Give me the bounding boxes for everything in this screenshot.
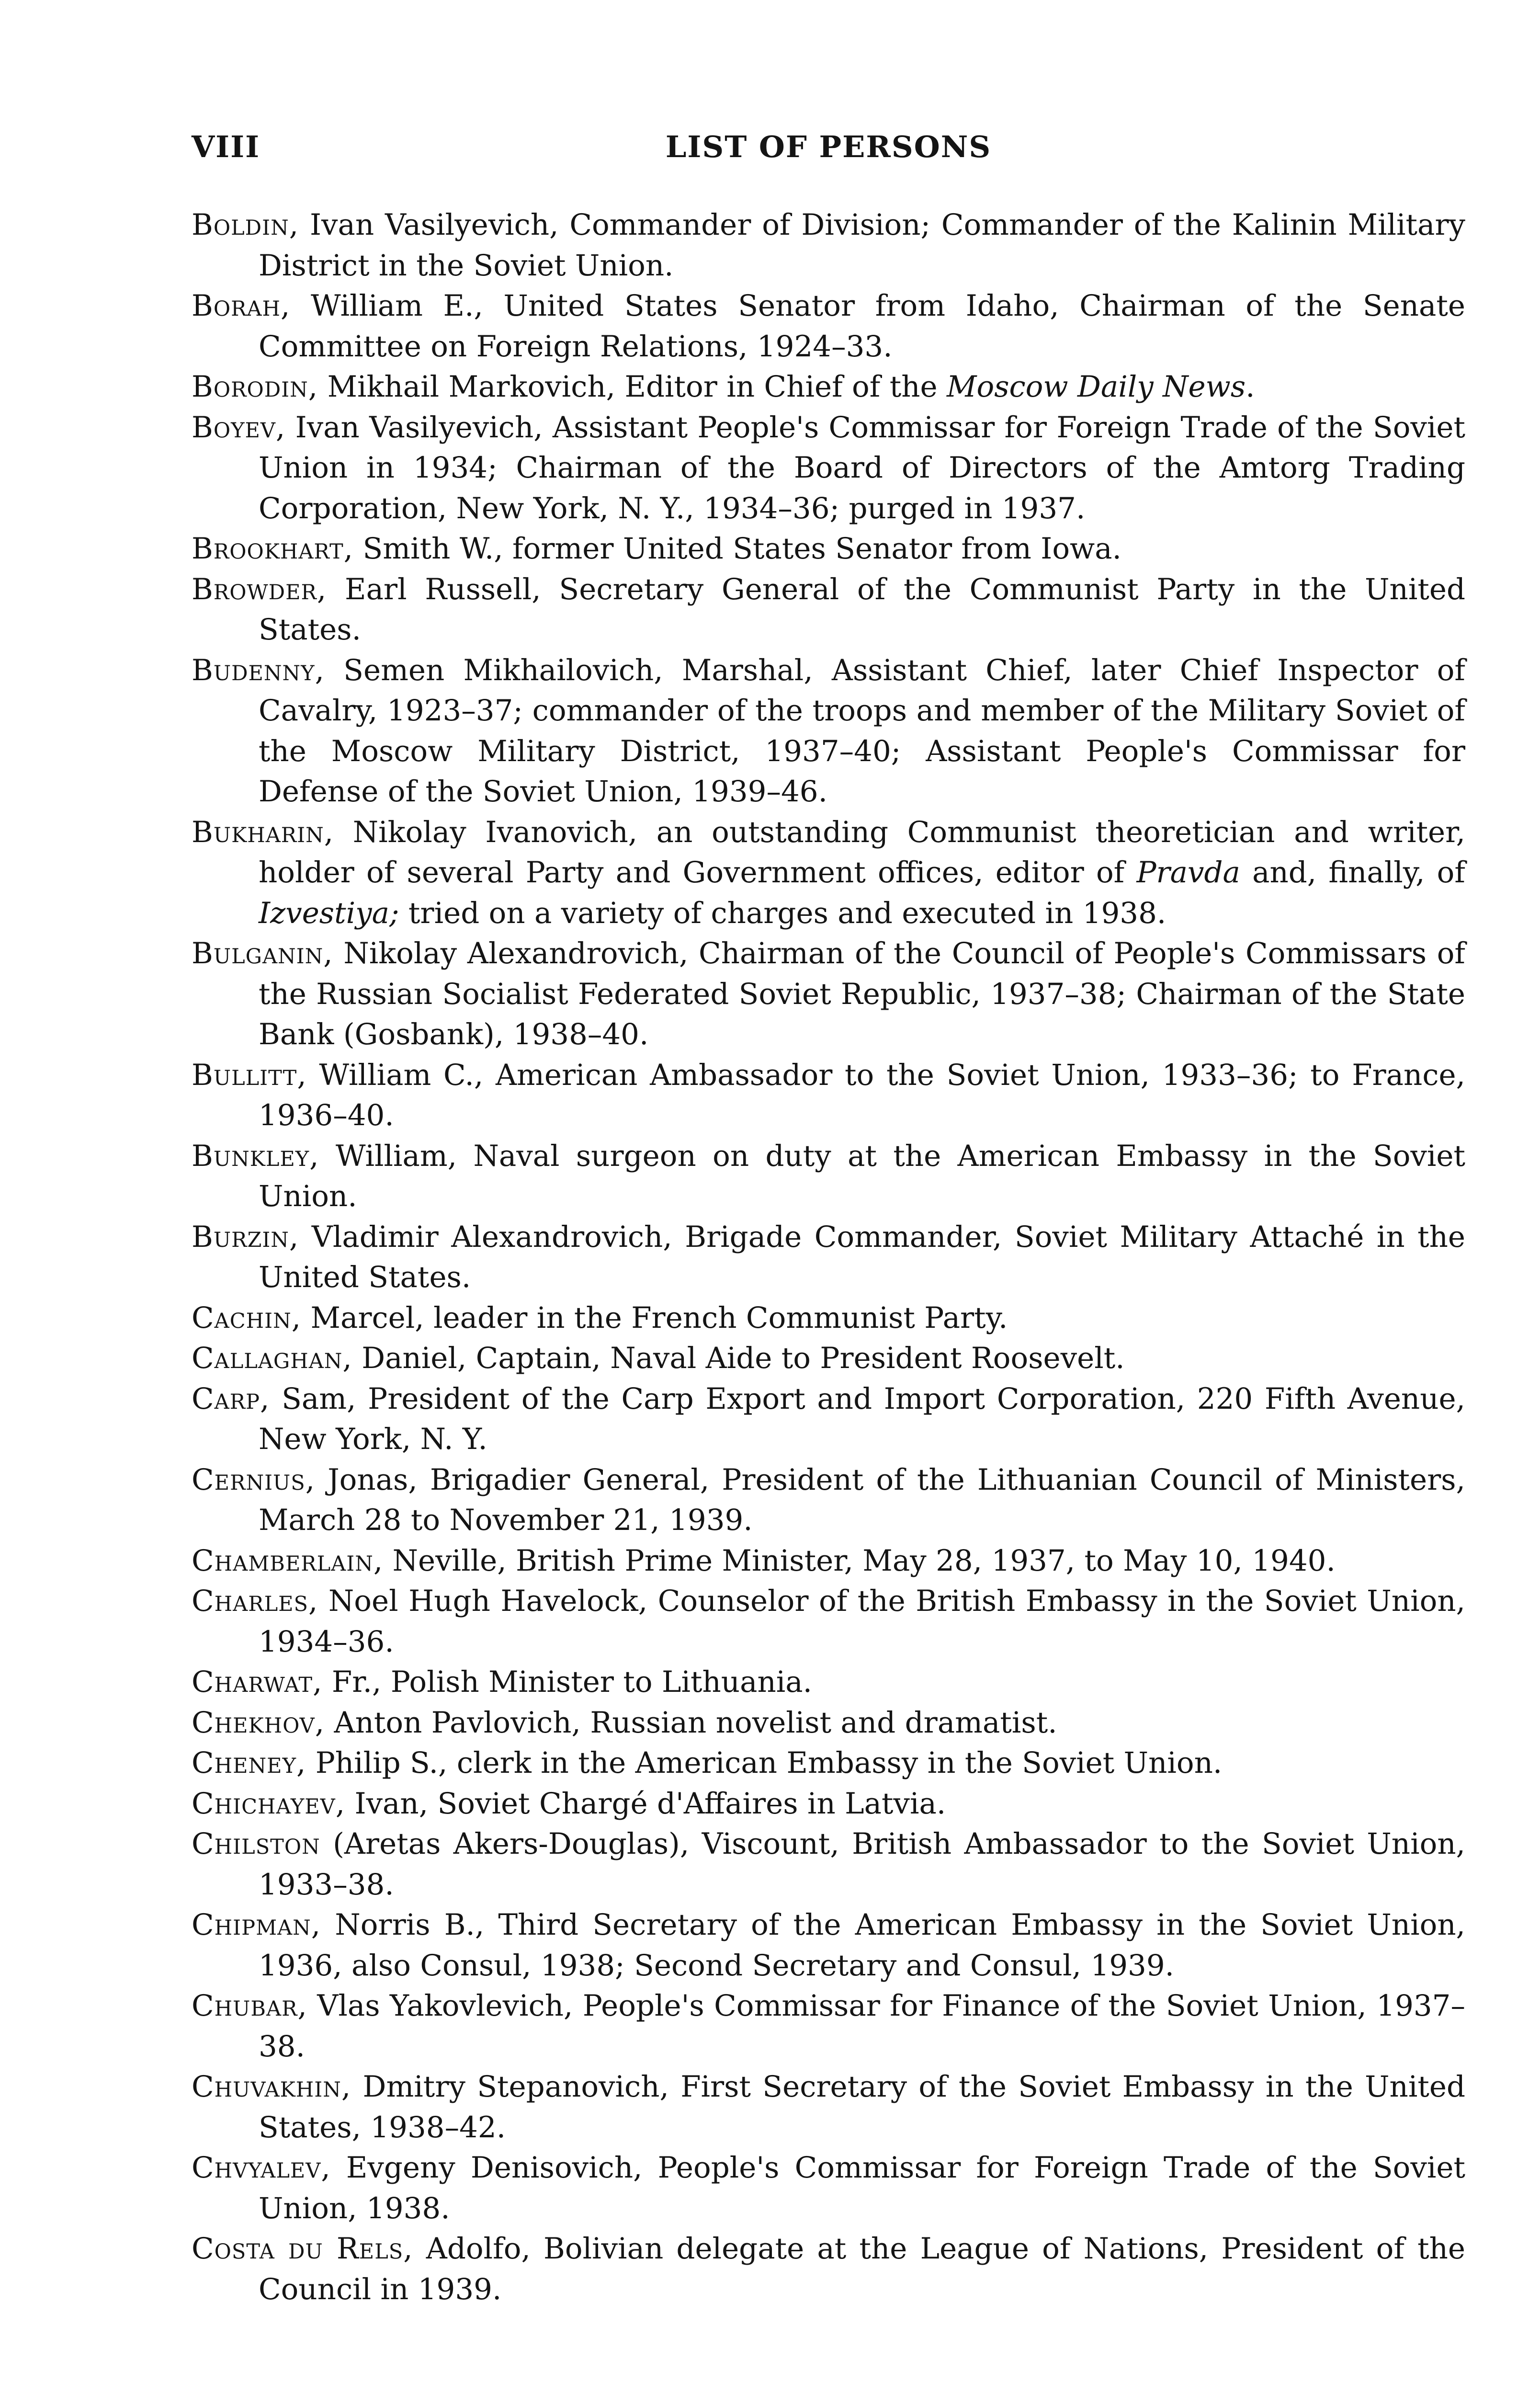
entry-surname: Brookhart, — [192, 532, 354, 566]
list-entry-budenny — [192, 650, 1465, 812]
list-entry-bunkley — [192, 1136, 1465, 1217]
entry-text: (Aretas Akers-Douglas), Viscount, British Ambassador to the Soviet Union, 1933–38. — [259, 1827, 1465, 1902]
entry-surname: Chuvakhin, — [192, 2070, 351, 2104]
entry-surname: Carp, — [192, 1381, 270, 1416]
list-entry-cachin — [192, 1298, 1465, 1339]
list-entry-boyev — [192, 408, 1465, 529]
entry-italic-title: Moscow Daily News — [947, 370, 1246, 404]
page — [192, 129, 1465, 2310]
list-entry-boldin — [192, 205, 1465, 286]
entry-surname: Boldin, — [192, 208, 299, 242]
list-entry-chekhov — [192, 1703, 1465, 1744]
list-entry-brookhart — [192, 529, 1465, 570]
list-entry-borah — [192, 286, 1465, 367]
entry-text: Vlas Yakovlevich, People's Commissar for Finance of the Soviet Union, 1937–38. — [259, 1989, 1465, 2064]
entry-surname: Charles, — [192, 1584, 318, 1618]
entry-surname: Costa du Rels, — [192, 2232, 413, 2266]
list-entry-chipman — [192, 1905, 1465, 1986]
list-entry-costa-du-rels — [192, 2229, 1465, 2310]
entry-text: Noel Hugh Havelock, Counselor of the British Embassy in the Soviet Union, 1934–36. — [259, 1584, 1465, 1659]
list-entry-borodin — [192, 367, 1465, 408]
entry-text: Anton Pavlovich, Russian novelist and dramatist. — [325, 1705, 1057, 1740]
entry-text: Ivan Vasilyevich, Assistant People's Commissar for Foreign Trade of the Soviet Union in 1934; Chairman of the Board of Directors of the Amtorg Trading Corporation, New York, N. Y., 1934–36; purged in 1937. — [259, 410, 1465, 525]
list-entry-chubar — [192, 1986, 1465, 2067]
entry-text: Neville, British Prime Minister, May 28, 1937, to May 10, 1940. — [383, 1543, 1336, 1578]
entry-surname: Bunkley, — [192, 1139, 319, 1173]
entry-surname: Chipman, — [192, 1908, 321, 1942]
entry-surname: Chamberlain, — [192, 1543, 384, 1578]
list-entry-cheney — [192, 1743, 1465, 1784]
entry-text: Vladimir Alexandrovich, Brigade Commander, Soviet Military Attaché in the United States. — [259, 1220, 1465, 1294]
entry-text: Semen Mikhailovich, Marshal, Assistant Chief, later Chief Inspector of Cavalry, 1923–37; commander of the troops and member of the Military Soviet of the Moscow Military District, 1937–40; Assistant People's Commissar for Defense of the Soviet Union, 1939–46. — [259, 653, 1465, 809]
entry-text: Nikolay Alexandrovich, Chairman of the Council of People's Commissars of the Russian Socialist Federated Soviet Republic, 1937–38; Chairman of the State Bank (Gosbank), 1938–40. — [259, 936, 1465, 1051]
list-entry-bullitt — [192, 1055, 1465, 1136]
entry-text: Dmitry Stepanovich, First Secretary of the Soviet Embassy in the United States, 1938–42. — [259, 2070, 1465, 2144]
entry-text-after: . — [1246, 370, 1255, 404]
list-entry-browder — [192, 570, 1465, 650]
entry-text: Marcel, leader in the French Communist Party. — [301, 1300, 1008, 1335]
list-entry-bulganin — [192, 934, 1465, 1055]
entry-text: Daniel, Captain, Naval Aide to President Roosevelt. — [352, 1341, 1125, 1375]
entry-text: Fr., Polish Minister to Lithuania. — [322, 1665, 813, 1699]
entry-surname: Burzin, — [192, 1220, 299, 1254]
running-title: LIST OF PERSONS — [665, 129, 992, 164]
entry-surname: Chichayev, — [192, 1786, 346, 1821]
entry-text: William, Naval surgeon on duty at the American Embassy in the Soviet Union. — [259, 1139, 1465, 1213]
entry-surname: Cheney, — [192, 1746, 306, 1780]
entry-surname: Bulganin, — [192, 936, 333, 970]
list-entry-carp — [192, 1379, 1465, 1460]
entry-text: William C., American Ambassador to the Soviet Union, 1933–36; to France, 1936–40. — [259, 1058, 1465, 1132]
entry-text: Evgeny Denisovich, People's Commissar for Foreign Trade of the Soviet Union, 1938. — [259, 2151, 1465, 2225]
entry-surname: Chvyalev, — [192, 2151, 331, 2185]
page-number: VIII — [192, 129, 260, 164]
persons-list — [192, 205, 1465, 2310]
list-entry-chvyalev — [192, 2148, 1465, 2229]
list-entry-chilston — [192, 1824, 1465, 1905]
entry-surname: Borah, — [192, 289, 291, 323]
entry-text: Norris B., Third Secretary of the American Embassy in the Soviet Union, 1936, also Consul, 1938; Second Secretary and Consul, 1939. — [259, 1908, 1465, 1983]
entry-text: Ivan, Soviet Chargé d'Affaires in Latvia. — [345, 1786, 946, 1821]
entry-surname: Charwat, — [192, 1665, 323, 1699]
entry-surname: Boyev, — [192, 410, 286, 445]
entry-surname: Browder, — [192, 572, 327, 606]
entry-surname: Chilston — [192, 1827, 320, 1861]
entry-surname: Bukharin, — [192, 815, 334, 849]
list-entry-chichayev — [192, 1784, 1465, 1825]
list-entry-callaghan — [192, 1338, 1465, 1379]
entry-surname: Chubar, — [192, 1989, 307, 2023]
entry-text-after-2: tried on a variety of charges and executed in 1938. — [399, 896, 1166, 930]
list-entry-burzin — [192, 1217, 1465, 1298]
entry-surname: Chekhov, — [192, 1705, 325, 1740]
entry-text: Adolfo, Bolivian delegate at the League of Nations, President of the Council in 1939. — [259, 2232, 1466, 2306]
list-entry-chamberlain — [192, 1541, 1465, 1582]
list-entry-charles — [192, 1581, 1465, 1662]
list-entry-chuvakhin — [192, 2067, 1465, 2148]
entry-text: Jonas, Brigadier General, President of the Lithuanian Council of Ministers, March 28 to November 21, 1939. — [259, 1462, 1465, 1537]
list-entry-cernius — [192, 1460, 1465, 1541]
entry-italic-title-2: Izvestiya; — [259, 896, 399, 930]
entry-text: Philip S., clerk in the American Embassy in the Soviet Union. — [306, 1746, 1223, 1780]
entry-surname: Cachin, — [192, 1300, 302, 1335]
list-entry-charwat — [192, 1662, 1465, 1703]
entry-text: Smith W., former United States Senator from Iowa. — [353, 532, 1122, 566]
entry-text: Sam, President of the Carp Export and Import Corporation, 220 Fifth Avenue, New York, N. Y. — [259, 1381, 1465, 1456]
entry-surname: Cernius, — [192, 1462, 316, 1497]
entry-surname: Bullitt, — [192, 1058, 307, 1092]
page-header — [192, 129, 1465, 182]
entry-text: Nikolay Ivanovich, an outstanding Communist theoretician and writer, holder of several Party and Government offices, editor of — [259, 815, 1465, 890]
entry-surname: Borodin, — [192, 370, 318, 404]
entry-text: Earl Russell, Secretary General of the Communist Party in the United States. — [259, 572, 1465, 647]
entry-text: Ivan Vasilyevich, Commander of Division; Commander of the Kalinin Military District in the Soviet Union. — [259, 208, 1465, 283]
entry-surname: Budenny, — [192, 653, 325, 687]
entry-text: William E., United States Senator from Idaho, Chairman of the Senate Committee on Foreign Relations, 1924–33. — [259, 289, 1465, 364]
entry-text-after: and, finally, of — [1240, 855, 1465, 890]
list-entry-bukharin — [192, 812, 1465, 934]
entry-surname: Callaghan, — [192, 1341, 352, 1375]
entry-text: Mikhail Markovich, Editor in Chief of the — [318, 370, 947, 404]
entry-italic-title: Pravda — [1136, 855, 1240, 890]
